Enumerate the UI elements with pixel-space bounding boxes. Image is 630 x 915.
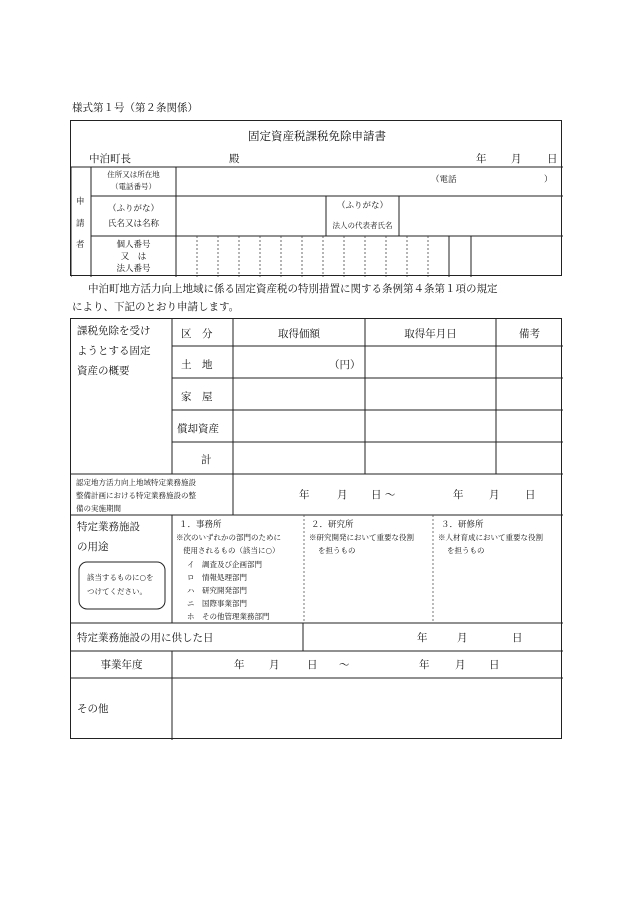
lab-desc-2: を担うもの bbox=[318, 546, 356, 555]
lab-title[interactable]: ２．研究所 bbox=[311, 520, 354, 530]
address-field[interactable] bbox=[177, 168, 427, 195]
training-desc-2: を担うもの bbox=[447, 546, 485, 555]
name-field[interactable] bbox=[177, 197, 325, 235]
office-desc-2: 使用されるもの（該当に○） bbox=[183, 546, 280, 555]
fiscal-start-month[interactable]: 月 bbox=[269, 659, 280, 671]
plan-label-1: 認定地方活力向上地域特定業務施設 bbox=[76, 478, 196, 487]
applicant-label-3: 者 bbox=[76, 240, 85, 250]
number-label-2: 又 は bbox=[120, 252, 147, 262]
honorific: 殿 bbox=[229, 153, 240, 165]
col-kubun: 区 分 bbox=[181, 328, 213, 340]
office-item-ha[interactable]: ハ 研究開発部門 bbox=[187, 586, 247, 595]
plan-label-3: 備の実施期間 bbox=[76, 504, 121, 513]
date-month[interactable]: 月 bbox=[511, 153, 522, 165]
body-text-1: 中泊町地方活力向上地域に係る固定資産税の特別措置に関する条例第４条第１項の規定 bbox=[88, 283, 498, 295]
plan-end-month[interactable]: 月 bbox=[489, 489, 500, 501]
office-title[interactable]: １．事務所 bbox=[179, 520, 222, 530]
lab-desc-1: ※研究開発において重要な役割 bbox=[309, 533, 414, 542]
number-label-3: 法人番号 bbox=[116, 264, 151, 274]
form-number: 様式第１号（第２条関係） bbox=[72, 102, 198, 114]
number-label-1: 個人番号 bbox=[116, 240, 151, 250]
service-date-year[interactable]: 年 bbox=[417, 632, 428, 644]
rep-furigana-label: （ふりがな） bbox=[336, 201, 388, 211]
plan-start-year[interactable]: 年 bbox=[299, 489, 310, 501]
fiscal-tilde: 〜 bbox=[339, 659, 350, 671]
col-note: 備考 bbox=[519, 328, 540, 340]
assets-section-label-2: ようとする固定 bbox=[77, 345, 151, 357]
yen-unit: （円） bbox=[329, 359, 361, 371]
plan-end-year[interactable]: 年 bbox=[453, 489, 464, 501]
form-title: 固定資産税課税免除申請書 bbox=[248, 129, 386, 143]
row-depreciable: 償却資産 bbox=[177, 423, 219, 435]
plan-start-month[interactable]: 月 bbox=[337, 489, 348, 501]
row-house: 家 屋 bbox=[181, 391, 213, 403]
office-item-ni[interactable]: ニ 国際事業部門 bbox=[187, 599, 247, 608]
phone-close: ） bbox=[544, 175, 553, 185]
service-date-day[interactable]: 日 bbox=[512, 632, 523, 644]
addressee: 中泊町長 bbox=[89, 153, 131, 165]
row-land: 土 地 bbox=[181, 359, 213, 371]
row-total: 計 bbox=[201, 454, 212, 466]
number-field[interactable] bbox=[177, 237, 471, 276]
office-desc-1: ※次のいずれかの部門のために bbox=[176, 533, 281, 542]
usage-note-1: 該当するものに○を bbox=[87, 573, 154, 582]
fiscal-end-day[interactable]: 日 bbox=[489, 659, 500, 671]
other-field[interactable] bbox=[173, 679, 562, 739]
fiscal-start-year[interactable]: 年 bbox=[234, 659, 245, 671]
plan-label-2: 整備計画における特定業務施設の整 bbox=[76, 491, 196, 500]
training-title[interactable]: ３．研修所 bbox=[441, 520, 484, 530]
phone-number-label: （電話番号） bbox=[111, 182, 156, 191]
date-day[interactable]: 日 bbox=[547, 153, 558, 165]
name-label: 氏名又は名称 bbox=[107, 219, 159, 229]
applicant-label-1: 申 bbox=[76, 197, 85, 207]
fiscal-end-month[interactable]: 月 bbox=[455, 659, 466, 671]
rep-name-label: 法人の代表者氏名 bbox=[332, 221, 393, 230]
applicant-label-2: 請 bbox=[76, 219, 85, 229]
col-price: 取得価額 bbox=[278, 328, 320, 340]
fiscal-start-day[interactable]: 日 bbox=[307, 659, 318, 671]
body-text-2: により、下記のとおり申請します。 bbox=[72, 301, 240, 313]
rep-name-field[interactable] bbox=[400, 197, 562, 235]
other-label: その他 bbox=[77, 703, 109, 715]
address-label: 住所又は所在地 bbox=[107, 170, 160, 179]
col-date: 取得年月日 bbox=[404, 328, 457, 340]
plan-start-day[interactable]: 日 〜 bbox=[371, 489, 396, 501]
service-date-month[interactable]: 月 bbox=[457, 632, 468, 644]
usage-note-2: つけてください。 bbox=[87, 587, 147, 596]
usage-label-1: 特定業務施設 bbox=[77, 521, 140, 533]
date-year[interactable]: 年 bbox=[476, 153, 487, 165]
applicant-form bbox=[70, 120, 562, 276]
phone-label: （電話 bbox=[431, 175, 457, 185]
assets-section-label-1: 課税免除を受け bbox=[77, 325, 151, 337]
fiscal-end-year[interactable]: 年 bbox=[419, 659, 430, 671]
service-date-label: 特定業務施設の用に供した日 bbox=[77, 632, 214, 644]
office-item-ro[interactable]: ロ 情報処理部門 bbox=[187, 573, 247, 582]
assets-section-label-3: 資産の概要 bbox=[77, 365, 130, 377]
training-desc-1: ※人材育成において重要な役割 bbox=[438, 533, 543, 542]
office-item-i[interactable]: イ 調査及び企画部門 bbox=[187, 560, 262, 569]
office-item-ho[interactable]: ホ その他管理業務部門 bbox=[187, 612, 270, 621]
application-table bbox=[70, 318, 562, 739]
plan-end-day[interactable]: 日 bbox=[525, 489, 536, 501]
fiscal-year-label: 事業年度 bbox=[100, 659, 143, 671]
name-furigana-label: （ふりがな） bbox=[107, 204, 159, 214]
usage-label-2: の用途 bbox=[77, 541, 109, 553]
